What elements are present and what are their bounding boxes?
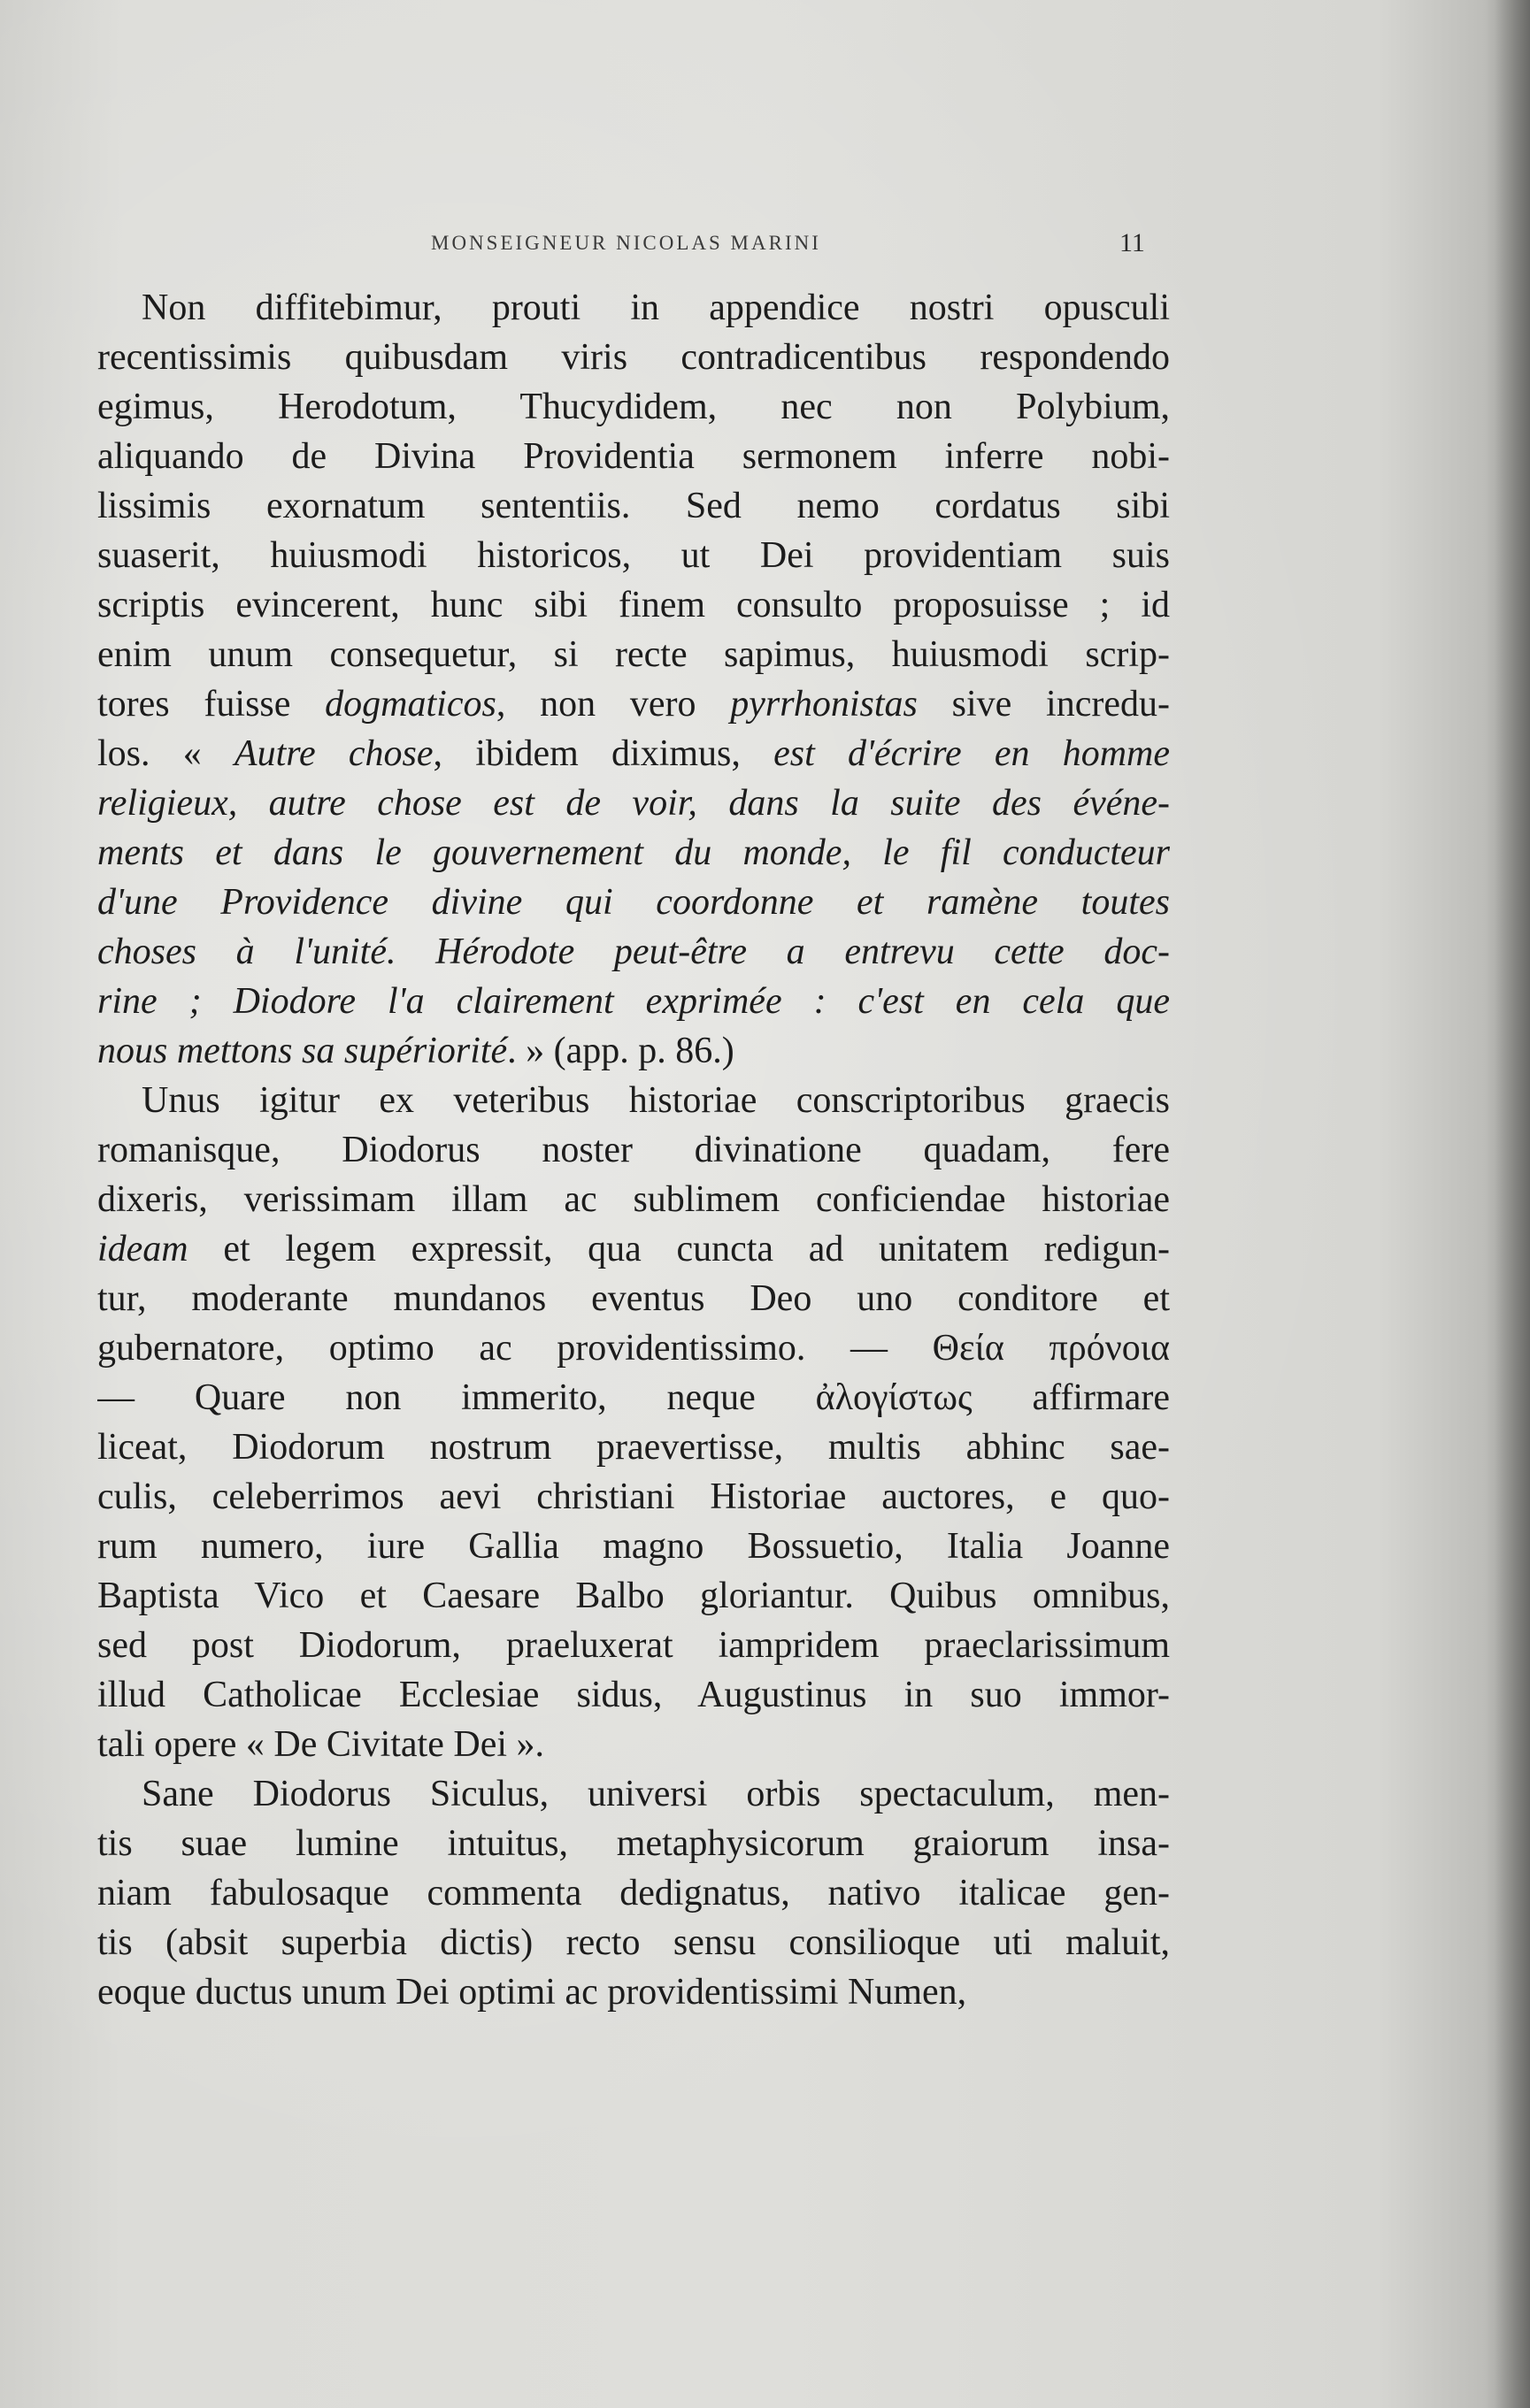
italic-span: d'une Providence divine qui coordonne et ramène toutes <box>97 882 1170 923</box>
page-number: 11 <box>1119 228 1145 257</box>
page-edge-shadow <box>1495 0 1530 2408</box>
text-line: egimus, Herodotum, Thucydidem, nec non Polybium, <box>97 387 1170 427</box>
text-line: liceat, Diodorum nostrum praevertisse, multis abhinc sae- <box>97 1427 1170 1468</box>
italic-span: ideam <box>97 1229 188 1269</box>
text-line: scriptis evincerent, hunc sibi finem consulto proposuisse ; id <box>97 585 1170 625</box>
body-text <box>97 283 1170 2017</box>
text-line: eoque ductus unum Dei optimi ac providentissimi Numen, <box>97 1972 967 2013</box>
text-line: Baptista Vico et Caesare Balbo gloriantur. Quibus omnibus, <box>97 1576 1170 1616</box>
italic-span: pyrrhonistas <box>730 684 918 725</box>
text-line: recentissimis quibusdam viris contradicentibus respondendo <box>97 337 1170 378</box>
italic-span: ments et dans le gouvernement du monde, le fil conducteur <box>97 832 1170 873</box>
text-line: sed post Diodorum, praeluxerat iampridem praeclarissimum <box>97 1625 1170 1666</box>
text-line: gubernatore, optimo ac providentissimo. — Θεία πρόνοια <box>97 1328 1170 1369</box>
text-line: aliquando de Divina Providentia sermonem inferre nobi- <box>97 436 1170 477</box>
italic-span: religieux, autre chose est de voir, dans la suite des événe- <box>97 783 1170 824</box>
text-line <box>97 778 1170 828</box>
running-title: MONSEIGNEUR NICOLAS MARINI <box>431 232 821 254</box>
text-line: tali opere « De Civitate Dei ». <box>97 1724 545 1765</box>
paragraph <box>97 283 1170 1076</box>
text-line: lissimis exornatum sententiis. Sed nemo cordatus sibi <box>97 486 1170 526</box>
text-line: — Quare non immerito, neque ἀλογίστως affirmare <box>97 1377 1170 1418</box>
text-line <box>97 927 1170 977</box>
italic-span: nous mettons sa supériorité <box>97 1031 508 1071</box>
text-line <box>97 828 1170 878</box>
italic-span: choses à l'unité. Hérodote peut-être a entrevu cette doc- <box>97 932 1170 972</box>
text-line: tis suae lumine intuitus, metaphysicorum graiorum insa- <box>97 1823 1170 1864</box>
text-line: tur, moderante mundanos eventus Deo uno conditore et <box>97 1278 1170 1319</box>
italic-span: rine ; Diodore l'a clairement exprimée : c'est en cela que <box>97 981 1170 1022</box>
text-line: los. « Autre chose, ibidem diximus, est d'écrire en homme <box>97 733 1170 774</box>
text-line: romanisque, Diodorus noster divinatione quadam, fere <box>97 1130 1170 1170</box>
text-line: Non diffitebimur, prouti in appendice nostri opusculi <box>142 288 1170 328</box>
text-line: enim unum consequetur, si recte sapimus, huiusmodi scrip- <box>97 634 1170 675</box>
italic-span: Autre chose <box>234 733 434 774</box>
text-line: Sane Diodorus Siculus, universi orbis spectaculum, men- <box>142 1774 1170 1814</box>
paragraph <box>97 1076 1170 1769</box>
text-line: tores fuisse dogmaticos, non vero pyrrhonistas sive incredu- <box>97 684 1170 725</box>
text-line: nous mettons sa supériorité. » (app. p. 86.) <box>97 1031 734 1071</box>
text-line <box>97 977 1170 1026</box>
text-line: Unus igitur ex veteribus historiae conscriptoribus graecis <box>142 1080 1170 1121</box>
paragraph <box>97 1769 1170 2017</box>
text-line: ideam et legem expressit, qua cuncta ad unitatem redigun- <box>97 1229 1170 1269</box>
text-line <box>97 878 1170 927</box>
text-line: dixeris, verissimam illam ac sublimem conficiendae historiae <box>97 1179 1170 1220</box>
text-line: tis (absit superbia dictis) recto sensu consilioque uti maluit, <box>97 1922 1170 1963</box>
running-head <box>0 228 1530 267</box>
text-line: culis, celeberrimos aevi christiani Historiae auctores, e quo- <box>97 1476 1170 1517</box>
italic-span: est d'écrire en homme <box>773 733 1170 774</box>
text-line: niam fabulosaque commenta dedignatus, nativo italicae gen- <box>97 1873 1170 1913</box>
text-line: illud Catholicae Ecclesiae sidus, Augustinus in suo immor- <box>97 1675 1170 1715</box>
text-line: rum numero, iure Gallia magno Bossuetio, Italia Joanne <box>97 1526 1170 1567</box>
italic-span: dogmaticos <box>325 684 496 725</box>
text-line: suaserit, huiusmodi historicos, ut Dei providentiam suis <box>97 535 1170 576</box>
